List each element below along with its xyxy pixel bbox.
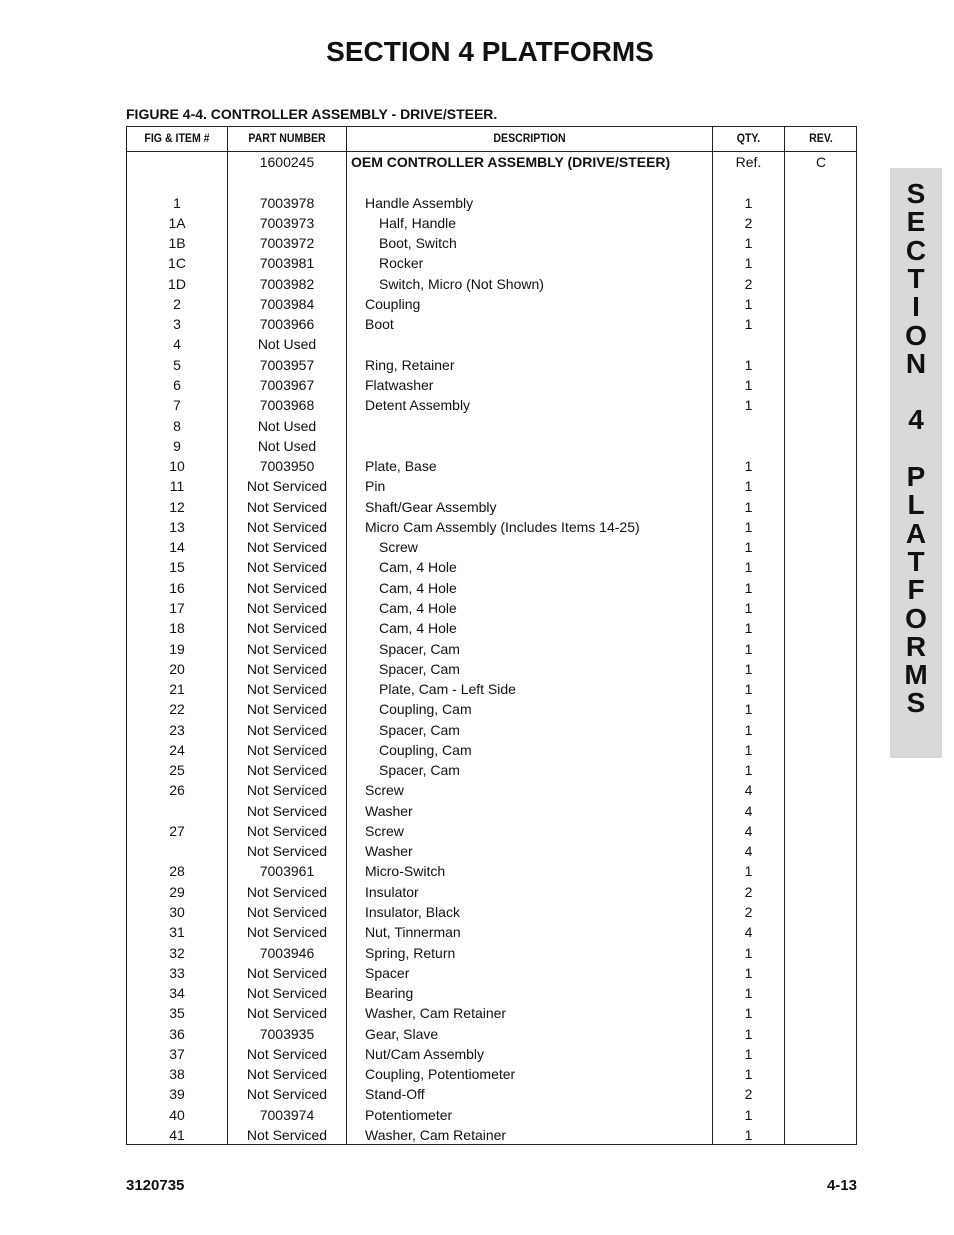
table-row	[127, 580, 856, 600]
cell-part-number: 7003946	[259, 944, 315, 961]
table-row	[127, 661, 856, 681]
table-row	[127, 215, 856, 235]
cell-item: 35	[169, 1005, 185, 1022]
cell-description: Micro-Switch	[365, 863, 446, 880]
cell-qty: 1	[744, 701, 753, 718]
table-row	[127, 1005, 856, 1025]
cell-description: Spacer	[365, 964, 410, 981]
cell-part-number: Not Serviced	[246, 1086, 328, 1103]
cell-qty: 4	[744, 843, 753, 860]
cell-qty: 4	[744, 822, 753, 839]
cell-part-number: Not Used	[257, 437, 317, 454]
cell-item: 3	[173, 316, 181, 333]
cell-part-number: Not Serviced	[246, 579, 328, 596]
cell-description: Boot	[365, 316, 394, 333]
header-rev: REV.	[809, 131, 833, 145]
cell-item: 36	[169, 1025, 185, 1042]
cell-item: 11	[169, 478, 185, 495]
cell-description: Screw	[379, 539, 418, 556]
cell-item: 4	[173, 336, 181, 353]
side-tab-letter: R	[905, 630, 927, 662]
header-description: DESCRIPTION	[493, 131, 566, 145]
cell-item: 1D	[168, 275, 186, 292]
parts-table	[126, 126, 857, 1145]
table-row	[127, 397, 856, 417]
side-tab-letter: F	[907, 574, 925, 606]
cell-part-number: Not Serviced	[246, 762, 328, 779]
cell-description: Washer, Cam Retainer	[365, 1005, 507, 1022]
table-row	[127, 1026, 856, 1046]
cell-qty: 1	[744, 1106, 753, 1123]
header-divider	[127, 151, 856, 152]
table-row	[127, 154, 856, 174]
cell-description: Coupling, Potentiometer	[365, 1066, 516, 1083]
cell-description: Cam, 4 Hole	[379, 599, 457, 616]
cell-description: Screw	[365, 782, 404, 799]
cell-description: Gear, Slave	[365, 1025, 439, 1042]
page-number: 4-13	[826, 1177, 857, 1194]
cell-part-number: Not Serviced	[246, 1045, 328, 1062]
cell-part-number: 7003968	[259, 397, 315, 414]
cell-part-number: 7003984	[259, 295, 315, 312]
cell-item: 17	[169, 599, 185, 616]
cell-part-number: Not Serviced	[246, 985, 328, 1002]
cell-description: Shaft/Gear Assembly	[365, 498, 497, 515]
cell-item: 37	[169, 1045, 185, 1062]
page-title: SECTION 4 PLATFORMS	[326, 36, 654, 67]
cell-description: Switch, Micro (Not Shown)	[379, 275, 544, 292]
table-row	[127, 782, 856, 802]
table-row	[127, 499, 856, 519]
cell-part-number: 7003961	[259, 863, 315, 880]
cell-description: Spacer, Cam	[379, 640, 460, 657]
cell-item: 39	[169, 1086, 185, 1103]
cell-description: Coupling, Cam	[379, 701, 472, 718]
cell-qty: 1	[744, 356, 753, 373]
table-row	[127, 843, 856, 863]
table-row	[127, 519, 856, 539]
cell-qty: 1	[744, 539, 753, 556]
cell-part-number: Not Used	[257, 336, 317, 353]
cell-description: Cam, 4 Hole	[379, 620, 457, 637]
cell-description: Plate, Base	[365, 458, 437, 475]
cell-description: Plate, Cam - Left Side	[379, 681, 516, 697]
cell-description: Stand-Off	[365, 1086, 425, 1103]
header-fig-item: FIG & ITEM #	[144, 131, 210, 145]
table-row	[127, 620, 856, 640]
cell-part-number: Not Serviced	[246, 660, 328, 677]
cell-item: 1A	[168, 214, 186, 231]
cell-part-number: Not Serviced	[246, 518, 328, 535]
cell-description: Spacer, Cam	[379, 762, 460, 779]
side-tab-letter: 4	[908, 404, 924, 436]
cell-qty: 1	[744, 194, 753, 211]
table-row	[127, 235, 856, 255]
cell-description: Boot, Switch	[379, 235, 457, 252]
cell-item: 40	[169, 1106, 185, 1123]
cell-rev: C	[815, 154, 827, 170]
cell-item: 25	[169, 762, 185, 779]
cell-part-number: Not Serviced	[246, 721, 328, 738]
header-part-number: PART NUMBER	[248, 131, 326, 145]
cell-qty: 4	[744, 802, 753, 819]
table-row	[127, 762, 856, 782]
cell-item: 20	[169, 660, 185, 677]
table-row	[127, 255, 856, 275]
cell-qty: 2	[744, 1086, 753, 1103]
cell-description: Spring, Return	[365, 944, 456, 961]
cell-part-number: 7003981	[259, 255, 315, 272]
cell-description: Spacer, Cam	[379, 721, 460, 738]
table-row	[127, 681, 856, 701]
cell-description: Screw	[365, 822, 404, 839]
cell-qty: 2	[744, 883, 753, 900]
cell-item: 10	[169, 458, 185, 475]
cell-item: 15	[169, 559, 185, 576]
side-tab-letter: T	[907, 545, 925, 577]
cell-item: 22	[169, 701, 185, 718]
cell-qty: 1	[744, 498, 753, 515]
table-row	[127, 924, 856, 944]
cell-qty: 1	[744, 235, 753, 252]
table-row	[127, 742, 856, 762]
table-row	[127, 478, 856, 498]
cell-item: 24	[169, 741, 185, 758]
cell-part-number: Not Serviced	[246, 1005, 328, 1022]
cell-item: 5	[173, 356, 181, 373]
section-side-tab	[890, 168, 942, 758]
cell-description: Potentiometer	[365, 1106, 453, 1123]
cell-part-number: Not Serviced	[246, 498, 328, 515]
header-qty: QTY.	[736, 131, 761, 145]
cell-qty: Ref.	[735, 154, 762, 170]
cell-item: 27	[169, 822, 185, 839]
cell-part-number: Not Serviced	[246, 701, 328, 718]
cell-part-number: 7003950	[259, 458, 315, 475]
cell-qty: 1	[744, 255, 753, 272]
side-tab-letter: S	[906, 687, 926, 719]
cell-part-number: Not Serviced	[246, 1066, 328, 1083]
cell-description: Rocker	[379, 255, 424, 272]
cell-description: Nut/Cam Assembly	[365, 1045, 485, 1062]
cell-part-number: 7003966	[259, 316, 315, 333]
cell-description: Detent Assembly	[365, 397, 471, 414]
cell-qty: 1	[744, 295, 753, 312]
cell-qty: 1	[744, 478, 753, 495]
cell-item: 1	[173, 194, 181, 211]
table-row	[127, 1086, 856, 1106]
cell-part-number: 7003957	[259, 356, 315, 373]
cell-part-number: Not Serviced	[246, 681, 328, 697]
cell-item: 2	[173, 295, 181, 312]
cell-description: Bearing	[365, 985, 414, 1002]
cell-qty: 1	[744, 721, 753, 738]
side-tab-letter: I	[912, 291, 920, 323]
cell-description: Handle Assembly	[365, 194, 474, 211]
table-row	[127, 316, 856, 336]
cell-part-number: Not Serviced	[246, 599, 328, 616]
cell-item: 31	[169, 924, 185, 941]
table-row	[127, 823, 856, 843]
cell-part-number: 7003973	[259, 214, 315, 231]
cell-part-number: Not Serviced	[246, 964, 328, 981]
table-row	[127, 438, 856, 458]
cell-description: Cam, 4 Hole	[379, 579, 457, 596]
cell-part-number: 7003978	[259, 194, 315, 211]
cell-qty: 1	[744, 863, 753, 880]
cell-qty: 1	[744, 1066, 753, 1083]
cell-item: 16	[169, 579, 185, 596]
cell-qty: 1	[744, 964, 753, 981]
table-row	[127, 1066, 856, 1086]
table-row	[127, 985, 856, 1005]
cell-qty: 1	[744, 599, 753, 616]
cell-qty: 1	[744, 660, 753, 677]
cell-qty: 1	[744, 397, 753, 414]
cell-part-number: Not Serviced	[246, 559, 328, 576]
cell-qty: 2	[744, 214, 753, 231]
table-row	[127, 863, 856, 883]
cell-description: Half, Handle	[379, 214, 457, 231]
side-tab-letter: O	[905, 602, 927, 634]
cell-item: 13	[169, 518, 185, 535]
cell-qty: 1	[744, 1127, 753, 1143]
cell-part-number: Not Serviced	[246, 843, 328, 860]
table-row	[127, 1107, 856, 1127]
cell-part-number: Not Used	[257, 417, 317, 434]
cell-item: 32	[169, 944, 185, 961]
cell-part-number: Not Serviced	[246, 478, 328, 495]
side-tab-letter: L	[907, 489, 925, 521]
side-tab-letter: O	[905, 319, 927, 351]
table-row	[127, 884, 856, 904]
cell-description: Cam, 4 Hole	[379, 559, 457, 576]
table-row	[127, 600, 856, 620]
cell-description: Insulator	[365, 883, 419, 900]
cell-qty: 4	[744, 782, 753, 799]
table-row	[127, 701, 856, 721]
table-row	[127, 458, 856, 478]
cell-description: Micro Cam Assembly (Includes Items 14-25)	[365, 518, 640, 535]
cell-description: Coupling	[365, 295, 421, 312]
cell-qty: 1	[744, 316, 753, 333]
cell-qty: 1	[744, 458, 753, 475]
table-row	[127, 276, 856, 296]
cell-item: 19	[169, 640, 185, 657]
table-row	[127, 539, 856, 559]
cell-qty: 1	[744, 620, 753, 637]
cell-qty: 2	[744, 904, 753, 920]
cell-part-number: 7003982	[259, 275, 315, 292]
cell-item: 1B	[168, 235, 186, 252]
side-tab-letter: N	[905, 347, 927, 379]
cell-part-number: Not Serviced	[246, 782, 328, 799]
table-row	[127, 377, 856, 397]
table-row	[127, 336, 856, 356]
cell-part-number: Not Serviced	[246, 640, 328, 657]
cell-part-number: Not Serviced	[246, 1127, 328, 1143]
cell-qty: 1	[744, 1025, 753, 1042]
cell-qty: 1	[744, 944, 753, 961]
cell-part-number: Not Serviced	[246, 924, 328, 941]
cell-part-number: 7003972	[259, 235, 315, 252]
side-tab-letter: E	[906, 206, 926, 238]
cell-part-number: Not Serviced	[246, 802, 328, 819]
cell-item: 18	[169, 620, 185, 637]
cell-part-number: Not Serviced	[246, 883, 328, 900]
side-tab-letter: P	[906, 461, 926, 492]
cell-item: 33	[169, 964, 185, 981]
cell-qty: 1	[744, 518, 753, 535]
cell-qty: 1	[744, 1005, 753, 1022]
cell-description: Ring, Retainer	[365, 356, 455, 373]
cell-item: 23	[169, 721, 185, 738]
table-row	[127, 357, 856, 377]
cell-qty: 1	[744, 681, 753, 697]
cell-item: 9	[173, 437, 181, 454]
cell-item: 41	[169, 1127, 185, 1143]
cell-item: 12	[169, 498, 185, 515]
table-row	[127, 904, 856, 924]
cell-description: OEM CONTROLLER ASSEMBLY (DRIVE/STEER)	[351, 154, 671, 170]
table-row	[127, 559, 856, 579]
table-row	[127, 195, 856, 215]
table-row	[127, 722, 856, 742]
table-row	[127, 418, 856, 438]
cell-item: 38	[169, 1066, 185, 1083]
cell-qty: 1	[744, 985, 753, 1002]
cell-description: Flatwasher	[365, 377, 434, 393]
table-row	[127, 945, 856, 965]
cell-part-number: 1600245	[259, 154, 315, 170]
doc-number: 3120735	[126, 1177, 185, 1194]
table-row	[127, 803, 856, 823]
cell-part-number: Not Serviced	[246, 539, 328, 556]
cell-qty: 1	[744, 741, 753, 758]
table-row	[127, 296, 856, 316]
cell-item: 7	[173, 397, 181, 414]
cell-description: Spacer, Cam	[379, 660, 460, 677]
cell-item: 30	[169, 904, 185, 920]
cell-item: 34	[169, 985, 185, 1002]
cell-qty: 1	[744, 1045, 753, 1062]
table-row	[127, 1046, 856, 1066]
cell-description: Coupling, Cam	[379, 741, 472, 758]
figure-caption: FIGURE 4-4. CONTROLLER ASSEMBLY - DRIVE/STEER.	[126, 106, 498, 122]
cell-item: 1C	[168, 255, 186, 272]
table-row	[127, 1127, 856, 1147]
cell-description: Washer, Cam Retainer	[365, 1127, 507, 1143]
cell-part-number: 7003967	[259, 377, 315, 393]
cell-part-number: Not Serviced	[246, 741, 328, 758]
cell-item: 6	[173, 377, 181, 393]
side-tab-letter: C	[905, 234, 927, 266]
cell-qty: 1	[744, 579, 753, 596]
cell-qty: 1	[744, 640, 753, 657]
cell-item: 21	[169, 681, 185, 697]
cell-item: 29	[169, 883, 185, 900]
cell-item: 28	[169, 863, 185, 880]
cell-part-number: Not Serviced	[246, 822, 328, 839]
cell-item: 26	[169, 782, 185, 799]
cell-part-number: 7003935	[259, 1025, 315, 1042]
cell-qty: 1	[744, 762, 753, 779]
side-tab-letter: T	[907, 262, 925, 294]
cell-part-number: 7003974	[259, 1106, 315, 1123]
cell-qty: 4	[744, 924, 753, 941]
table-row	[127, 965, 856, 985]
cell-description: Nut, Tinnerman	[365, 924, 461, 941]
cell-description: Washer	[365, 802, 413, 819]
cell-description: Pin	[365, 478, 386, 495]
cell-part-number: Not Serviced	[246, 620, 328, 637]
cell-item: 8	[173, 417, 181, 434]
side-tab-letter: M	[904, 659, 928, 691]
cell-description: Washer	[365, 843, 413, 860]
side-tab-letter: S	[906, 178, 926, 209]
cell-item: 14	[169, 539, 185, 556]
cell-description: Insulator, Black	[365, 904, 460, 920]
cell-part-number: Not Serviced	[246, 904, 328, 920]
side-tab-letter: A	[905, 517, 927, 549]
cell-qty: 1	[744, 377, 753, 393]
cell-qty: 2	[744, 275, 753, 292]
table-row	[127, 641, 856, 661]
cell-qty: 1	[744, 559, 753, 576]
